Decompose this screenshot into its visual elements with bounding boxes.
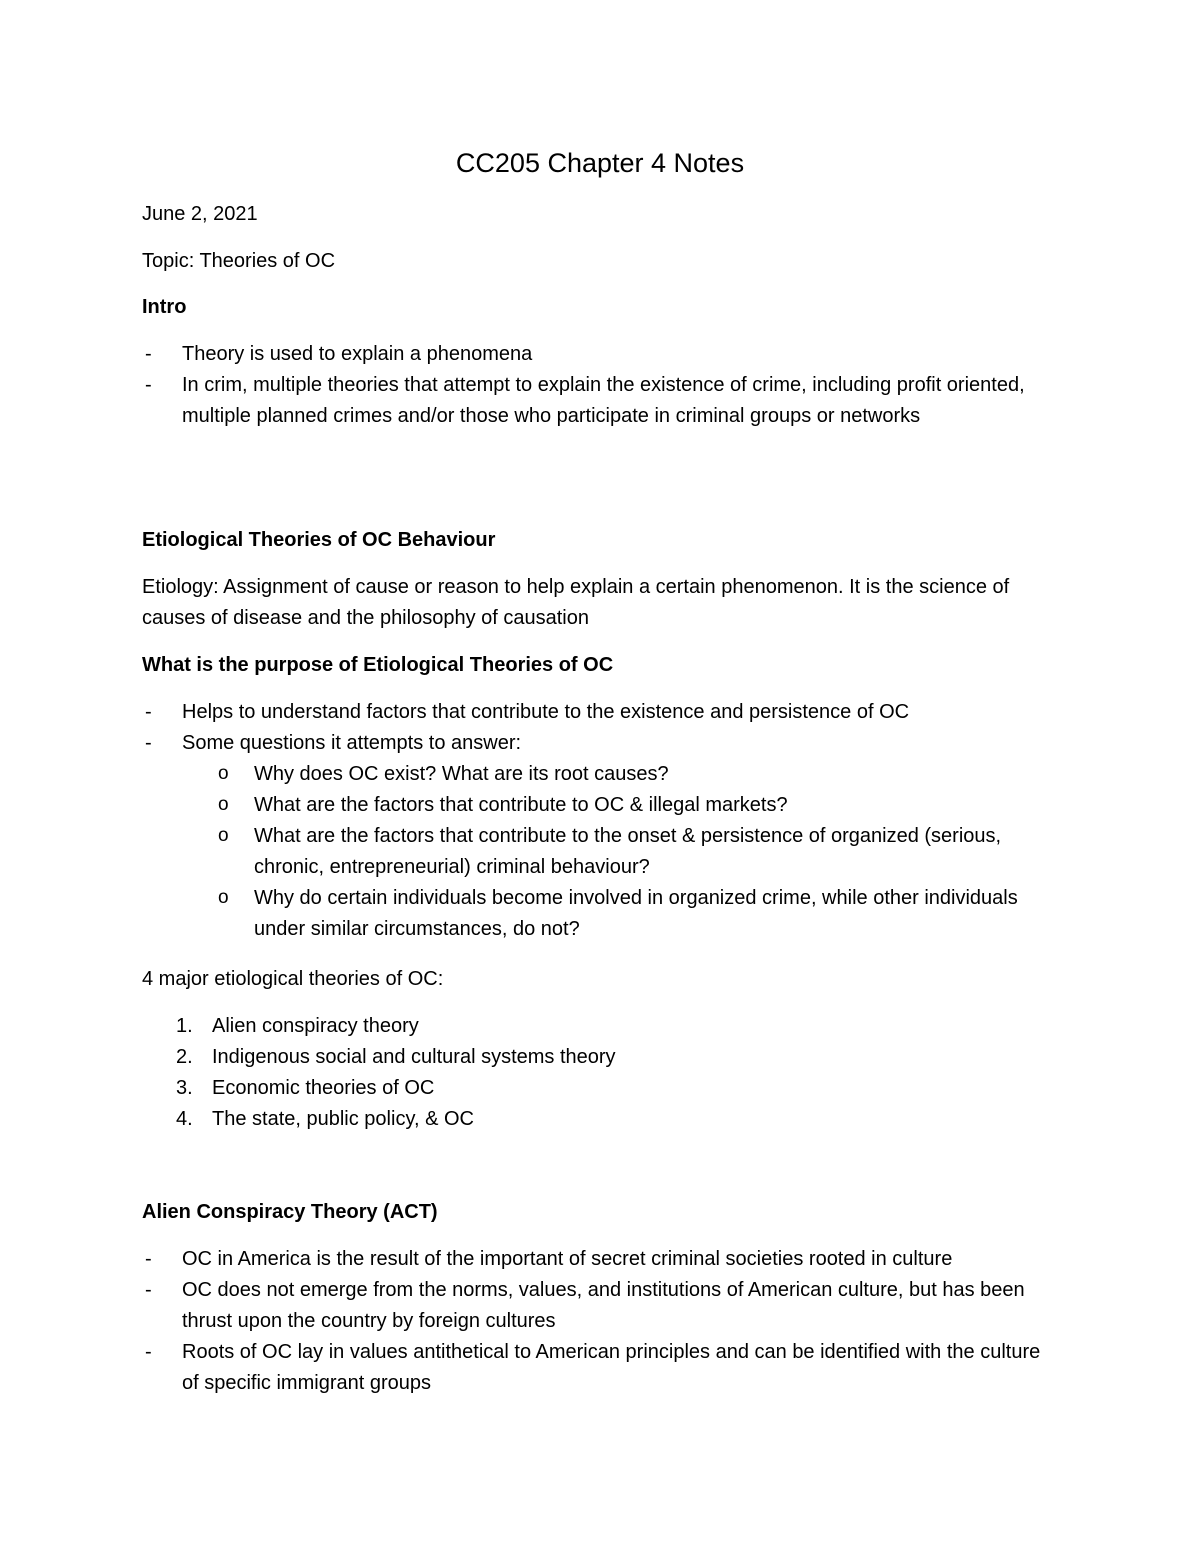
sub-list-item bbox=[218, 790, 1052, 821]
act-list bbox=[142, 1244, 1052, 1399]
purpose-list bbox=[142, 697, 1052, 945]
list-item-text: OC does not emerge from the norms, values, and institutions of American culture, but has been thrust upon the country by foreign cultures bbox=[182, 1279, 1025, 1332]
list-item bbox=[142, 697, 1052, 728]
major-theories-intro: 4 major etiological theories of OC: bbox=[142, 968, 444, 990]
questions-sublist bbox=[218, 759, 1052, 945]
sub-list-item-text: Why does OC exist? What are its root causes? bbox=[254, 763, 669, 785]
sub-list-item bbox=[218, 883, 1052, 945]
sub-list-item-text: What are the factors that contribute to the onset & persistence of organized (serious, chronic, entrepreneurial) criminal behaviour? bbox=[254, 825, 1002, 878]
date: June 2, 2021 bbox=[142, 203, 258, 225]
numbered-item bbox=[142, 1104, 1052, 1135]
document-title: CC205 Chapter 4 Notes bbox=[455, 148, 745, 178]
etiological-section bbox=[142, 525, 1052, 634]
dash-bullet: - bbox=[145, 1341, 152, 1363]
number-marker: 2. bbox=[176, 1046, 193, 1068]
sub-list-item bbox=[218, 759, 1052, 790]
numbered-item-text: The state, public policy, & OC bbox=[212, 1108, 474, 1130]
intro-section bbox=[142, 292, 1052, 432]
circle-bullet: o bbox=[218, 825, 229, 846]
intro-heading: Intro bbox=[142, 296, 187, 318]
numbered-item bbox=[142, 1042, 1052, 1073]
numbered-item bbox=[142, 1011, 1052, 1042]
circle-bullet: o bbox=[218, 794, 229, 815]
numbered-item-text: Indigenous social and cultural systems theory bbox=[212, 1046, 616, 1068]
dash-bullet: - bbox=[145, 1248, 152, 1270]
numbered-item bbox=[142, 1073, 1052, 1104]
list-item-text: Theory is used to explain a phenomena bbox=[182, 343, 533, 365]
number-marker: 4. bbox=[176, 1108, 193, 1130]
list-item bbox=[142, 1337, 1052, 1399]
major-theories-list bbox=[142, 1011, 1052, 1135]
dash-bullet: - bbox=[145, 732, 152, 754]
list-item bbox=[142, 339, 1052, 370]
list-item bbox=[142, 728, 1052, 945]
list-item-text: Roots of OC lay in values antithetical to American principles and can be identified with the culture of specific immigrant groups bbox=[182, 1341, 1041, 1394]
circle-bullet: o bbox=[218, 763, 229, 784]
numbered-item-text: Economic theories of OC bbox=[212, 1077, 435, 1099]
sub-list-item-text: Why do certain individuals become involved in organized crime, while other individuals under similar circumstances, do not? bbox=[254, 887, 1018, 940]
list-item bbox=[142, 1244, 1052, 1275]
act-heading: Alien Conspiracy Theory (ACT) bbox=[142, 1201, 438, 1223]
date-line bbox=[142, 199, 1052, 230]
number-marker: 1. bbox=[176, 1015, 193, 1037]
major-theories-section bbox=[142, 964, 1052, 1135]
list-item-text: Some questions it attempts to answer: bbox=[182, 732, 522, 754]
list-item-text: Helps to understand factors that contribute to the existence and persistence of OC bbox=[182, 701, 910, 723]
list-item bbox=[142, 1275, 1052, 1337]
topic-line bbox=[142, 246, 1052, 277]
dash-bullet: - bbox=[145, 343, 152, 365]
list-item-text: OC in America is the result of the important of secret criminal societies rooted in culture bbox=[182, 1248, 953, 1270]
sub-list-item bbox=[218, 821, 1052, 883]
topic: Topic: Theories of OC bbox=[142, 250, 336, 272]
act-section bbox=[142, 1197, 1052, 1399]
purpose-section bbox=[142, 650, 1052, 945]
dash-bullet: - bbox=[145, 374, 152, 396]
list-item bbox=[142, 370, 1052, 432]
dash-bullet: - bbox=[145, 701, 152, 723]
etiological-heading: Etiological Theories of OC Behaviour bbox=[142, 529, 496, 551]
number-marker: 3. bbox=[176, 1077, 193, 1099]
purpose-heading: What is the purpose of Etiological Theories of OC bbox=[142, 654, 614, 676]
circle-bullet: o bbox=[218, 887, 229, 908]
numbered-item-text: Alien conspiracy theory bbox=[212, 1015, 419, 1037]
list-item-text: In crim, multiple theories that attempt to explain the existence of crime, including profit oriented, multiple planned crimes and/or those who participate in criminal groups or networks bbox=[182, 374, 1025, 427]
etiology-definition: Etiology: Assignment of cause or reason to help explain a certain phenomenon. It is the science of causes of disease and the philosophy of causation bbox=[142, 576, 1010, 629]
intro-list bbox=[142, 339, 1052, 432]
sub-list-item-text: What are the factors that contribute to OC & illegal markets? bbox=[254, 794, 788, 816]
dash-bullet: - bbox=[145, 1279, 152, 1301]
